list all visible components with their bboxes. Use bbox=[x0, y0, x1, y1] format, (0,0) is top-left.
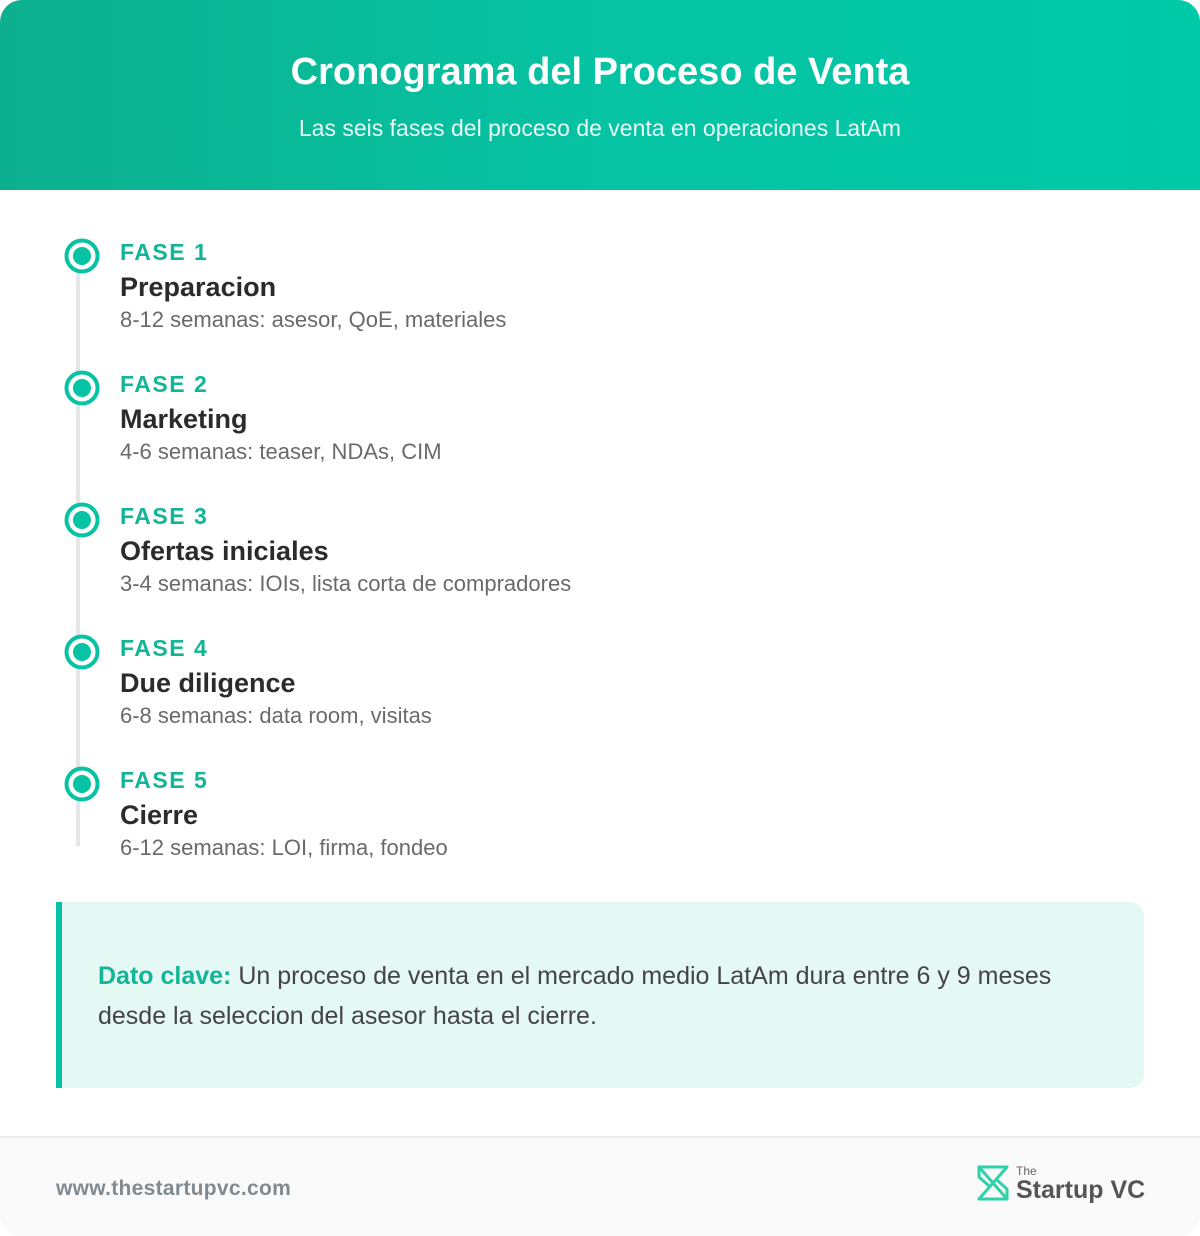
header-banner bbox=[0, 0, 1200, 190]
phase-name: Ofertas iniciales bbox=[120, 536, 329, 566]
brand-logo bbox=[976, 1164, 1146, 1208]
phase-name: Preparacion bbox=[120, 272, 277, 302]
phase-label: FASE 1 bbox=[120, 239, 209, 265]
phase-label: FASE 4 bbox=[120, 635, 209, 661]
footer bbox=[0, 1138, 1200, 1236]
timeline bbox=[0, 190, 1200, 880]
timeline-phase-2 bbox=[0, 322, 1200, 464]
phase-label: FASE 2 bbox=[120, 371, 209, 397]
phase-name: Marketing bbox=[120, 404, 248, 434]
callout-key-label: Dato clave: bbox=[98, 962, 232, 990]
page-subtitle: Las seis fases del proceso de venta en operaciones LatAm bbox=[298, 115, 902, 141]
callout-text bbox=[98, 956, 1118, 1036]
phase-label: FASE 5 bbox=[120, 767, 209, 793]
page-title: Cronograma del Proceso de Venta bbox=[290, 51, 910, 93]
logo-small-text: The bbox=[1016, 1164, 1037, 1178]
timeline-phase-4 bbox=[0, 586, 1200, 728]
phase-description: 3-4 semanas: IOIs, lista corta de compradores bbox=[120, 571, 572, 596]
phase-description: 6-12 semanas: LOI, firma, fondeo bbox=[120, 835, 448, 860]
timeline-phase-3 bbox=[0, 454, 1200, 596]
timeline-phase-5 bbox=[0, 718, 1200, 860]
timeline-dot-icon bbox=[64, 370, 100, 406]
logo-name-text: Startup VC bbox=[1016, 1176, 1146, 1204]
phase-label: FASE 3 bbox=[120, 503, 209, 529]
key-fact-callout bbox=[56, 902, 1144, 1088]
timeline-dot-icon bbox=[64, 238, 100, 274]
footer-url-link[interactable]: www.thestartupvc.com bbox=[56, 1177, 292, 1200]
startupvc-logo-icon bbox=[976, 1164, 1010, 1207]
timeline-dot-icon bbox=[64, 766, 100, 802]
phase-description: 4-6 semanas: teaser, NDAs, CIM bbox=[120, 439, 442, 464]
phase-description: 8-12 semanas: asesor, QoE, materiales bbox=[120, 307, 507, 332]
callout-body: Un proceso de venta en el mercado medio LatAm dura entre 6 y 9 meses desde la seleccion del asesor hasta el cierre. bbox=[98, 962, 1052, 1030]
timeline-dot-icon bbox=[64, 502, 100, 538]
timeline-phase-1 bbox=[0, 190, 1200, 332]
phase-name: Due diligence bbox=[120, 668, 296, 698]
phase-name: Cierre bbox=[120, 800, 199, 830]
phase-description: 6-8 semanas: data room, visitas bbox=[120, 703, 432, 728]
timeline-dot-icon bbox=[64, 634, 100, 670]
